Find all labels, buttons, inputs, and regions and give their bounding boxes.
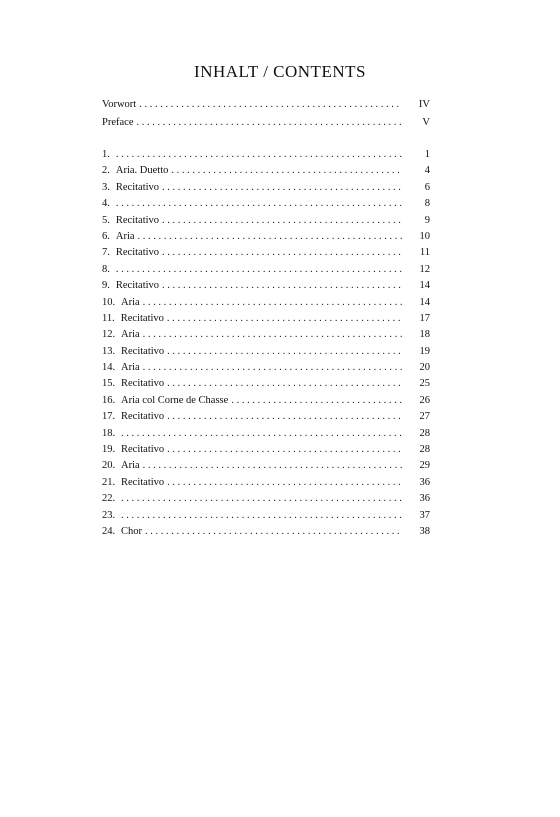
dot-leader: [121, 508, 402, 524]
toc-page-number: 10: [419, 230, 430, 242]
toc-label: Aria: [121, 329, 140, 341]
toc-row[interactable]: [102, 409, 430, 425]
toc-number: 5.: [102, 214, 110, 226]
toc-page-number: 19: [419, 345, 430, 357]
toc-row[interactable]: [102, 262, 430, 278]
toc-row[interactable]: [102, 426, 430, 442]
dot-leader: [143, 360, 402, 376]
toc-page-number: 28: [419, 444, 430, 456]
toc-page-number: 36: [419, 476, 430, 488]
toc-row[interactable]: [102, 442, 430, 458]
dot-leader: [167, 442, 402, 458]
toc-number: 1.: [102, 149, 110, 160]
dot-leader: [162, 180, 402, 196]
dot-leader: [139, 96, 402, 114]
toc-label: Recitativo: [121, 378, 165, 390]
toc-row-preface[interactable]: [102, 114, 430, 132]
toc-label: Recitativo: [121, 444, 165, 456]
toc-number: 10.: [102, 296, 116, 308]
toc-page-number: 25: [419, 378, 430, 390]
toc-row[interactable]: [102, 311, 430, 327]
toc-page-number: 26: [419, 394, 430, 406]
dot-leader: [162, 245, 402, 261]
toc-number: 7.: [102, 247, 110, 259]
toc-label: Aria: [121, 362, 140, 374]
toc-label: Recitativo: [115, 280, 160, 292]
toc-row[interactable]: [102, 163, 430, 179]
toc-label: Recitativo: [121, 476, 165, 488]
dot-leader: [116, 196, 402, 212]
dot-leader: [116, 147, 402, 163]
toc-row[interactable]: [102, 344, 430, 360]
toc-page-number: 20: [419, 362, 430, 374]
toc-row[interactable]: [102, 196, 430, 212]
toc-row[interactable]: [102, 147, 430, 163]
toc-page-number: 12: [419, 263, 430, 275]
toc-page-number: IV: [418, 99, 430, 110]
toc-number: 16.: [102, 394, 116, 406]
toc-label: Recitativo: [115, 214, 160, 226]
toc-page-number: 1: [424, 149, 430, 160]
toc-row-vorwort[interactable]: [102, 96, 430, 114]
toc-page-number: 37: [419, 509, 430, 521]
toc-number: 23.: [102, 509, 116, 521]
toc-page-number: 29: [419, 460, 430, 472]
toc-label: Aria col Corne de Chasse: [121, 394, 229, 406]
toc-row[interactable]: [102, 180, 430, 196]
toc-row[interactable]: [102, 245, 430, 261]
toc-label: Recitativo: [121, 411, 165, 423]
dot-leader: [143, 295, 402, 311]
toc-number: 9.: [102, 280, 110, 292]
toc-page-number: V: [422, 117, 430, 128]
dot-leader: [121, 491, 402, 507]
toc-number: 21.: [102, 476, 116, 488]
toc-number: 19.: [102, 444, 116, 456]
toc-row[interactable]: [102, 475, 430, 491]
toc-label: Recitativo: [115, 181, 160, 193]
toc-label: Chor: [121, 525, 142, 537]
dot-leader: [143, 458, 402, 474]
toc-page-number: 18: [419, 329, 430, 341]
toc-page-number: 27: [419, 411, 430, 423]
toc-number: 20.: [102, 460, 116, 472]
dot-leader: [136, 114, 402, 132]
dot-leader: [167, 376, 402, 392]
page-title: INHALT / CONTENTS: [194, 62, 366, 81]
toc-number: 24.: [102, 525, 116, 537]
toc-row[interactable]: [102, 278, 430, 294]
dot-leader: [138, 229, 402, 245]
toc-page-number: 17: [419, 312, 430, 324]
dot-leader: [162, 213, 402, 229]
toc-number: 11.: [102, 312, 115, 324]
dot-leader: [171, 163, 402, 179]
dot-leader: [121, 426, 402, 442]
toc-page-number: 36: [419, 493, 430, 505]
toc-row[interactable]: [102, 393, 430, 409]
toc-label: Aria: [121, 296, 140, 308]
toc-page-number: 9: [424, 214, 430, 226]
toc-row[interactable]: [102, 327, 430, 343]
toc-row[interactable]: [102, 524, 430, 540]
toc-number: 4.: [102, 198, 110, 210]
toc-page-number: 38: [419, 525, 430, 537]
toc-page-number: 14: [419, 296, 430, 308]
toc-number: 6.: [102, 230, 110, 242]
toc-row[interactable]: [102, 508, 430, 524]
toc-row[interactable]: [102, 376, 430, 392]
toc-number: 15.: [102, 378, 116, 390]
front-matter-list: [102, 96, 430, 132]
toc-page-number: 28: [419, 427, 430, 439]
toc-number: 3.: [102, 181, 110, 193]
toc-row[interactable]: [102, 360, 430, 376]
dot-leader: [145, 524, 402, 540]
toc-label: Aria. Duetto: [115, 165, 169, 177]
dot-leader: [167, 409, 402, 425]
toc-number: 17.: [102, 411, 116, 423]
toc-page-number: 8: [424, 198, 430, 210]
toc-number: 22.: [102, 493, 116, 505]
toc-row[interactable]: [102, 458, 430, 474]
toc-label: Recitativo: [121, 345, 165, 357]
toc-page-number: 11: [419, 247, 430, 259]
toc-number: 12.: [102, 329, 116, 341]
toc-row[interactable]: [102, 295, 430, 311]
dot-leader: [231, 393, 402, 409]
toc-label: Aria: [121, 460, 140, 472]
toc-label: Preface: [102, 117, 134, 128]
dot-leader: [167, 311, 402, 327]
toc-number: 14.: [102, 362, 116, 374]
toc-label: Recitativo: [120, 312, 164, 324]
dot-leader: [167, 475, 402, 491]
toc-number: 8.: [102, 263, 110, 275]
toc-row[interactable]: [102, 491, 430, 507]
toc-number: 2.: [102, 165, 110, 177]
toc-page-number: 4: [424, 165, 430, 177]
toc-row[interactable]: [102, 213, 430, 229]
contents-list: [102, 147, 430, 540]
toc-label: Recitativo: [115, 247, 160, 259]
toc-page-number: 6: [424, 181, 430, 193]
dot-leader: [167, 344, 402, 360]
dot-leader: [162, 278, 402, 294]
toc-label: Vorwort: [102, 99, 137, 110]
dot-leader: [116, 262, 402, 278]
dot-leader: [143, 327, 402, 343]
toc-number: 13.: [102, 345, 116, 357]
toc-page-number: 14: [419, 280, 430, 292]
toc-row[interactable]: [102, 229, 430, 245]
toc-label: Aria: [115, 230, 135, 242]
toc-number: 18.: [102, 427, 116, 439]
